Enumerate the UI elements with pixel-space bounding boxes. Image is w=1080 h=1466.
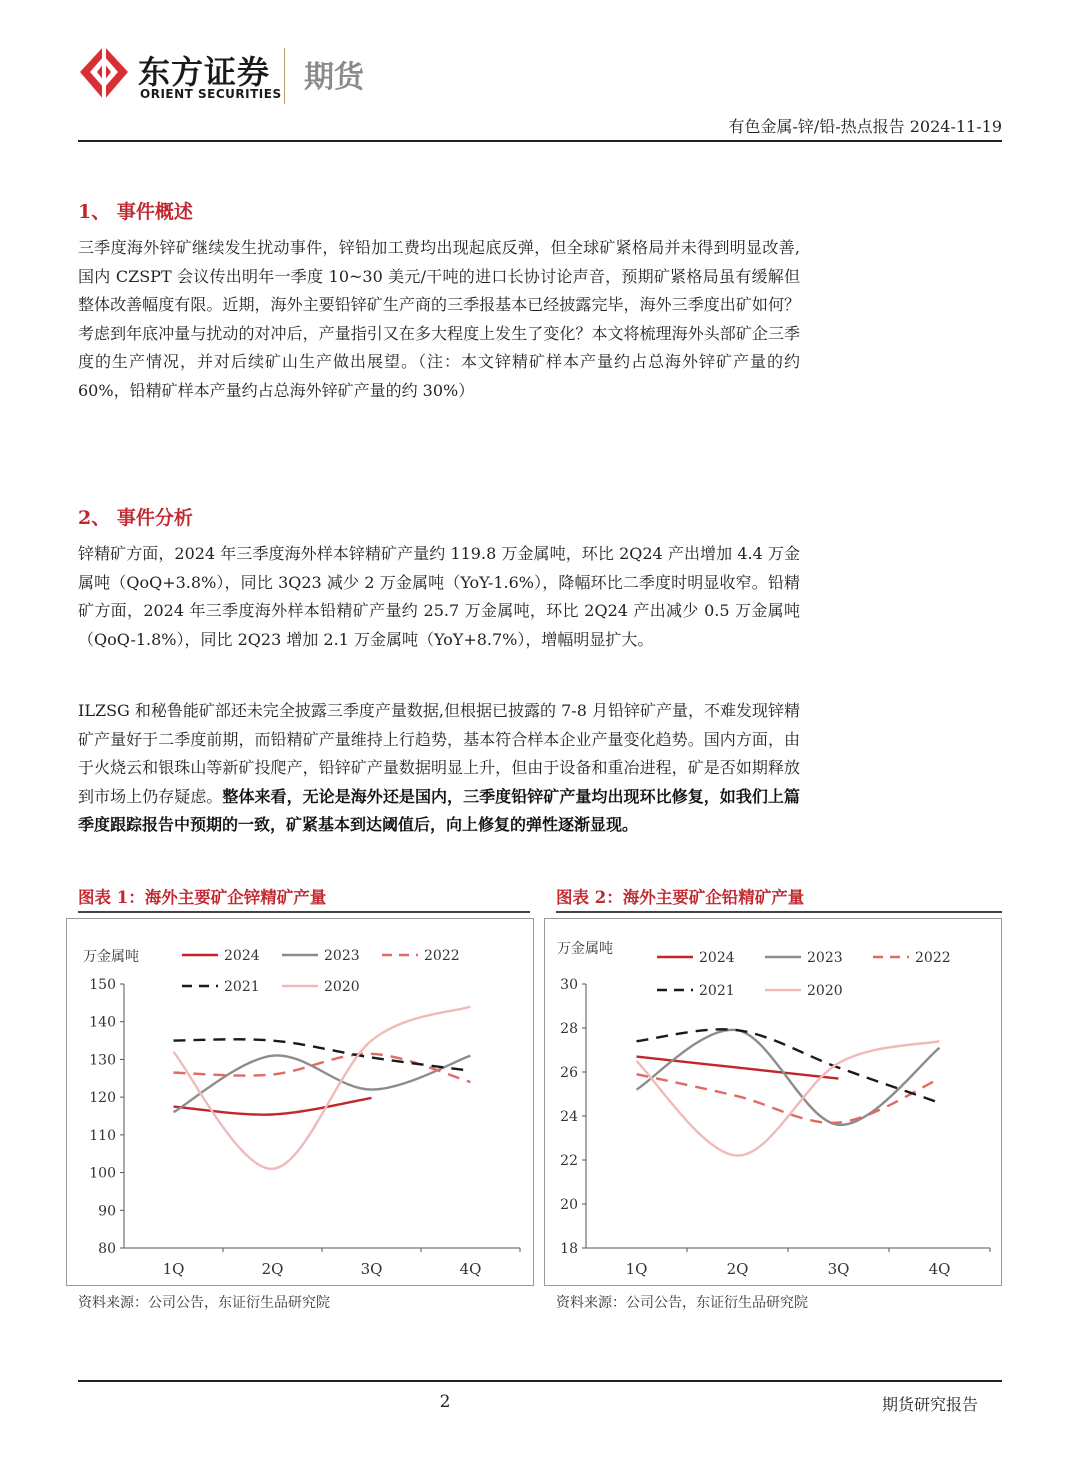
y-tick-label: 130 (89, 1052, 116, 1069)
y-tick-label: 30 (560, 977, 578, 993)
header-divider (78, 140, 1002, 142)
footer-divider (78, 1380, 1002, 1382)
x-tick-label: 4Q (928, 1260, 951, 1278)
y-tick-label: 100 (89, 1165, 116, 1182)
report-tag: 有色金属-锌/铅-热点报告 2024-11-19 (728, 117, 1002, 136)
legend-label-2023: 2023 (324, 948, 360, 964)
zinc-output-chart (67, 919, 533, 1285)
series-line-2021 (174, 1039, 471, 1070)
x-tick-label: 2Q (261, 1260, 284, 1278)
series-line-2020 (637, 1041, 940, 1155)
y-tick-label: 18 (560, 1241, 578, 1257)
y-tick-label: 120 (89, 1090, 116, 1107)
y-axis-label: 万金属吨 (557, 941, 613, 957)
y-tick-label: 28 (560, 1021, 578, 1037)
legend-label-2024: 2024 (699, 950, 735, 966)
legend-label-2020: 2020 (324, 979, 360, 995)
figure-1-title: 图表 1：海外主要矿企锌精矿产量 (78, 888, 327, 907)
legend-label-2023: 2023 (807, 950, 843, 966)
y-tick-label: 90 (98, 1203, 116, 1220)
legend-label-2024: 2024 (224, 948, 260, 964)
legend-label-2021: 2021 (224, 979, 260, 995)
series-line-2022 (174, 1054, 471, 1082)
y-tick-label: 150 (89, 977, 116, 993)
legend-label-2021: 2021 (699, 983, 735, 999)
legend-label-2022: 2022 (424, 948, 460, 964)
y-tick-label: 22 (560, 1153, 578, 1169)
y-tick-label: 20 (560, 1197, 578, 1213)
page-number: 2 (439, 1392, 451, 1412)
figure-2-frame (544, 918, 1002, 1286)
lead-output-chart (545, 919, 1001, 1285)
legend-label-2022: 2022 (915, 950, 951, 966)
y-axis-label: 万金属吨 (83, 949, 139, 965)
legend-label-2020: 2020 (807, 983, 843, 999)
figure-1-source: 资料来源：公司公告，东证衍生品研究院 (78, 1295, 330, 1311)
analysis-paragraph-2 (78, 697, 800, 840)
figure-2-title: 图表 2：海外主要矿企铅精矿产量 (556, 888, 805, 907)
x-tick-label: 2Q (726, 1260, 749, 1278)
x-tick-label: 1Q (625, 1260, 648, 1278)
series-line-2023 (174, 1055, 471, 1112)
analysis-paragraph-2-text: ILZSG 和秘鲁能矿部还未完全披露三季度产量数据,但根据已披露的 7-8 月铅锌矿产量，不难发现锌精矿产量好于二季度前期，而铅精矿产量维持上行趋势，基本符合样本企业产量变化趋势。国内方面，由于火烧云和银珠山等新矿投爬产，铅锌矿产量数据明显上升，但由于设备和重冶进程，矿是否如期释放到市场上仍存疑虑。 (78, 701, 800, 806)
y-tick-label: 26 (560, 1065, 578, 1081)
x-tick-label: 3Q (360, 1260, 383, 1278)
y-tick-label: 24 (560, 1109, 578, 1125)
footer-label: 期货研究报告 (881, 1395, 978, 1414)
series-line-2023 (637, 1030, 940, 1125)
x-tick-label: 3Q (827, 1260, 850, 1278)
series-line-2024 (637, 1057, 839, 1079)
brand-name-cn: 东方证券 (138, 53, 271, 91)
y-tick-label: 80 (98, 1241, 116, 1257)
figure-1-rule (78, 911, 530, 913)
series-line-2020 (174, 1007, 471, 1169)
section-title-overview: 1、 事件概述 (78, 201, 193, 223)
x-tick-label: 4Q (459, 1260, 482, 1278)
x-tick-label: 1Q (162, 1260, 185, 1278)
brand-separator (284, 48, 285, 104)
figure-2-source: 资料来源：公司公告，东证衍生品研究院 (556, 1295, 808, 1311)
brand-name-en: ORIENT SECURITIES (140, 87, 282, 101)
figure-1-frame (66, 918, 534, 1286)
y-tick-label: 110 (89, 1127, 116, 1144)
figure-2-rule (556, 911, 1002, 913)
orient-securities-logo (78, 44, 130, 104)
brand-subtitle: 期货 (304, 60, 364, 95)
analysis-paragraph-1: 锌精矿方面，2024 年三季度海外样本锌精矿产量约 119.8 万金属吨，环比 2Q24 产出增加 4.4 万金属吨（QoQ+3.8%），同比 3Q23 减少 2 万金属吨（YoY-1.6%），降幅环比二季度时明显收窄。铅精矿方面，2024 年三季度海外样本铅精矿产量约 25.7 万金属吨，环比 2Q24 产出减少 0.5 万金属吨（QoQ-1.8%），同比 2Q23 增加 2.1 万金属吨（YoY+8.7%），增幅明显扩大。 (78, 544, 800, 649)
analysis-conclusion: 整体来看，无论是海外还是国内，三季度铅锌矿产量均出现环比修复，如我们上篇季度跟踪报告中预期的一致，矿紧基本到达阈值后，向上修复的弹性逐渐显现。 (78, 786, 800, 835)
y-tick-label: 140 (89, 1014, 116, 1031)
section-title-analysis: 2、 事件分析 (78, 507, 193, 529)
overview-paragraph: 三季度海外锌矿继续发生扰动事件，锌铅加工费均出现起底反弹，但全球矿紧格局并未得到明显改善,国内 CZSPT 会议传出明年一季度 10~30 美元/干吨的进口长协讨论声音，预期矿紧格局虽有缓解但整体改善幅度有限。近期，海外主要铅锌矿生产商的三季报基本已经披露完毕，海外三季度出矿如何？考虑到年底冲量与扰动的对冲后，产量指引又在多大程度上发生了变化？本文将梳理海外头部矿企三季度的生产情况，并对后续矿山生产做出展望。（注：本文锌精矿样本产量约占总海外锌矿产量的约 60%，铅精矿样本产量约占总海外锌矿产量的约 30%） (78, 238, 800, 400)
series-line-2024 (174, 1098, 372, 1115)
